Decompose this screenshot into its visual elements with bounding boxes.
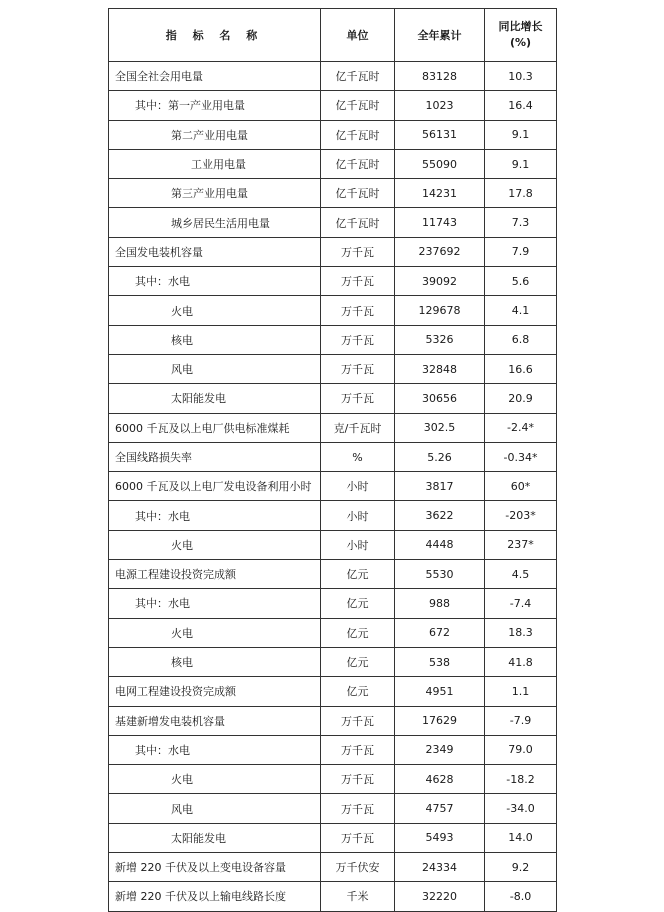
header-yoy-growth-line2: (%) xyxy=(509,36,532,49)
table-row xyxy=(109,91,557,120)
table-row xyxy=(109,647,557,676)
row-annual-total: 988 xyxy=(395,589,485,618)
row-annual-total: 32220 xyxy=(395,882,485,911)
table-row xyxy=(109,62,557,91)
table-row xyxy=(109,120,557,149)
table-header xyxy=(109,9,557,62)
row-indicator-name: 其中：水电 xyxy=(109,735,321,764)
header-row xyxy=(109,9,557,62)
row-yoy-growth: 17.8 xyxy=(485,179,557,208)
row-unit: 万千瓦 xyxy=(321,354,395,383)
row-indicator-name: 火电 xyxy=(109,296,321,325)
row-unit: 千米 xyxy=(321,882,395,911)
row-yoy-growth: 16.6 xyxy=(485,354,557,383)
row-unit: 小时 xyxy=(321,472,395,501)
row-annual-total: 5530 xyxy=(395,560,485,589)
row-annual-total: 39092 xyxy=(395,267,485,296)
row-yoy-growth: 20.9 xyxy=(485,384,557,413)
row-indicator-name: 核电 xyxy=(109,325,321,354)
row-indicator-name: 核电 xyxy=(109,647,321,676)
row-indicator-name: 第三产业用电量 xyxy=(109,179,321,208)
header-annual-total: 全年累计 xyxy=(395,9,485,62)
header-unit: 单位 xyxy=(321,9,395,62)
row-indicator-name: 第二产业用电量 xyxy=(109,120,321,149)
row-unit: 亿千瓦时 xyxy=(321,91,395,120)
row-annual-total: 3817 xyxy=(395,472,485,501)
table-row xyxy=(109,149,557,178)
row-annual-total: 3622 xyxy=(395,501,485,530)
statistics-table xyxy=(108,8,557,912)
table-row xyxy=(109,735,557,764)
row-unit: 小时 xyxy=(321,530,395,559)
row-annual-total: 32848 xyxy=(395,354,485,383)
row-indicator-name: 其中：水电 xyxy=(109,589,321,618)
table-row xyxy=(109,677,557,706)
table-row xyxy=(109,413,557,442)
row-unit: 万千瓦 xyxy=(321,384,395,413)
row-unit: 亿千瓦时 xyxy=(321,179,395,208)
row-yoy-growth: 5.6 xyxy=(485,267,557,296)
row-annual-total: 5326 xyxy=(395,325,485,354)
row-annual-total: 4628 xyxy=(395,765,485,794)
row-annual-total: 4951 xyxy=(395,677,485,706)
row-yoy-growth: 79.0 xyxy=(485,735,557,764)
row-indicator-name: 城乡居民生活用电量 xyxy=(109,208,321,237)
row-yoy-growth: -7.9 xyxy=(485,706,557,735)
row-annual-total: 538 xyxy=(395,647,485,676)
row-yoy-growth: 237* xyxy=(485,530,557,559)
row-annual-total: 55090 xyxy=(395,149,485,178)
row-annual-total: 1023 xyxy=(395,91,485,120)
row-unit: 亿元 xyxy=(321,677,395,706)
table-row xyxy=(109,823,557,852)
row-indicator-name: 其中：水电 xyxy=(109,267,321,296)
row-yoy-growth: 9.1 xyxy=(485,149,557,178)
row-unit: 亿元 xyxy=(321,618,395,647)
row-indicator-name: 火电 xyxy=(109,618,321,647)
row-yoy-growth: 4.5 xyxy=(485,560,557,589)
table-row xyxy=(109,237,557,266)
table-row xyxy=(109,472,557,501)
row-unit: 万千瓦 xyxy=(321,765,395,794)
row-unit: 小时 xyxy=(321,501,395,530)
table-row xyxy=(109,442,557,471)
row-annual-total: 11743 xyxy=(395,208,485,237)
row-annual-total: 24334 xyxy=(395,853,485,882)
row-yoy-growth: -203* xyxy=(485,501,557,530)
header-indicator-name-text: 指 标 名 称 xyxy=(165,29,264,42)
table-row xyxy=(109,794,557,823)
row-yoy-growth: 9.1 xyxy=(485,120,557,149)
row-annual-total: 4757 xyxy=(395,794,485,823)
row-unit: 亿千瓦时 xyxy=(321,62,395,91)
table-row xyxy=(109,706,557,735)
row-unit: 万千瓦 xyxy=(321,325,395,354)
row-annual-total: 17629 xyxy=(395,706,485,735)
table-row xyxy=(109,179,557,208)
row-yoy-growth: -34.0 xyxy=(485,794,557,823)
row-yoy-growth: 7.3 xyxy=(485,208,557,237)
header-yoy-growth xyxy=(485,9,557,62)
row-indicator-name: 太阳能发电 xyxy=(109,384,321,413)
row-indicator-name: 基建新增发电装机容量 xyxy=(109,706,321,735)
row-indicator-name: 6000 千瓦及以上电厂发电设备利用小时 xyxy=(109,472,321,501)
row-indicator-name: 风电 xyxy=(109,354,321,383)
row-yoy-growth: -18.2 xyxy=(485,765,557,794)
row-unit: 亿元 xyxy=(321,560,395,589)
row-annual-total: 237692 xyxy=(395,237,485,266)
row-unit: 万千瓦 xyxy=(321,706,395,735)
table-row xyxy=(109,589,557,618)
row-indicator-name: 工业用电量 xyxy=(109,149,321,178)
row-indicator-name: 全国线路损失率 xyxy=(109,442,321,471)
row-annual-total: 672 xyxy=(395,618,485,647)
row-annual-total: 4448 xyxy=(395,530,485,559)
table-row xyxy=(109,354,557,383)
row-indicator-name: 火电 xyxy=(109,530,321,559)
row-indicator-name: 其中：水电 xyxy=(109,501,321,530)
table-body xyxy=(109,62,557,912)
row-yoy-growth: 1.1 xyxy=(485,677,557,706)
row-unit: 万千瓦 xyxy=(321,823,395,852)
table-row xyxy=(109,325,557,354)
row-unit: 克/千瓦时 xyxy=(321,413,395,442)
table-row xyxy=(109,560,557,589)
table-row xyxy=(109,618,557,647)
row-annual-total: 2349 xyxy=(395,735,485,764)
row-indicator-name: 火电 xyxy=(109,765,321,794)
row-unit: 亿千瓦时 xyxy=(321,149,395,178)
row-indicator-name: 电网工程建设投资完成额 xyxy=(109,677,321,706)
row-indicator-name: 新增 220 千伏及以上输电线路长度 xyxy=(109,882,321,911)
row-annual-total: 30656 xyxy=(395,384,485,413)
row-yoy-growth: 6.8 xyxy=(485,325,557,354)
row-yoy-growth: 18.3 xyxy=(485,618,557,647)
row-unit: 亿元 xyxy=(321,647,395,676)
row-unit: 万千瓦 xyxy=(321,794,395,823)
header-indicator-name xyxy=(109,9,321,62)
row-unit: 亿元 xyxy=(321,589,395,618)
table-row xyxy=(109,882,557,911)
row-yoy-growth: -0.34* xyxy=(485,442,557,471)
row-indicator-name: 太阳能发电 xyxy=(109,823,321,852)
row-annual-total: 302.5 xyxy=(395,413,485,442)
table-row xyxy=(109,296,557,325)
row-yoy-growth: -2.4* xyxy=(485,413,557,442)
header-yoy-growth-line1: 同比增长 xyxy=(498,20,543,33)
table-row xyxy=(109,384,557,413)
row-unit: % xyxy=(321,442,395,471)
row-unit: 万千伏安 xyxy=(321,853,395,882)
row-annual-total: 5493 xyxy=(395,823,485,852)
row-indicator-name: 新增 220 千伏及以上变电设备容量 xyxy=(109,853,321,882)
row-yoy-growth: 14.0 xyxy=(485,823,557,852)
row-yoy-growth: 10.3 xyxy=(485,62,557,91)
row-indicator-name: 全国发电装机容量 xyxy=(109,237,321,266)
row-indicator-name: 电源工程建设投资完成额 xyxy=(109,560,321,589)
table-row xyxy=(109,267,557,296)
table-row xyxy=(109,530,557,559)
table-row xyxy=(109,501,557,530)
table-row xyxy=(109,853,557,882)
row-yoy-growth: 9.2 xyxy=(485,853,557,882)
row-indicator-name: 其中：第一产业用电量 xyxy=(109,91,321,120)
row-unit: 万千瓦 xyxy=(321,296,395,325)
row-unit: 万千瓦 xyxy=(321,237,395,266)
row-annual-total: 129678 xyxy=(395,296,485,325)
row-indicator-name: 风电 xyxy=(109,794,321,823)
row-yoy-growth: 4.1 xyxy=(485,296,557,325)
row-unit: 亿千瓦时 xyxy=(321,120,395,149)
table-row xyxy=(109,208,557,237)
row-yoy-growth: 7.9 xyxy=(485,237,557,266)
row-yoy-growth: 60* xyxy=(485,472,557,501)
row-annual-total: 14231 xyxy=(395,179,485,208)
row-yoy-growth: 41.8 xyxy=(485,647,557,676)
row-annual-total: 83128 xyxy=(395,62,485,91)
row-indicator-name: 6000 千瓦及以上电厂供电标准煤耗 xyxy=(109,413,321,442)
row-yoy-growth: 16.4 xyxy=(485,91,557,120)
row-unit: 万千瓦 xyxy=(321,735,395,764)
row-annual-total: 5.26 xyxy=(395,442,485,471)
row-unit: 亿千瓦时 xyxy=(321,208,395,237)
row-indicator-name: 全国全社会用电量 xyxy=(109,62,321,91)
row-yoy-growth: -7.4 xyxy=(485,589,557,618)
row-yoy-growth: -8.0 xyxy=(485,882,557,911)
row-unit: 万千瓦 xyxy=(321,267,395,296)
table-row xyxy=(109,765,557,794)
row-annual-total: 56131 xyxy=(395,120,485,149)
